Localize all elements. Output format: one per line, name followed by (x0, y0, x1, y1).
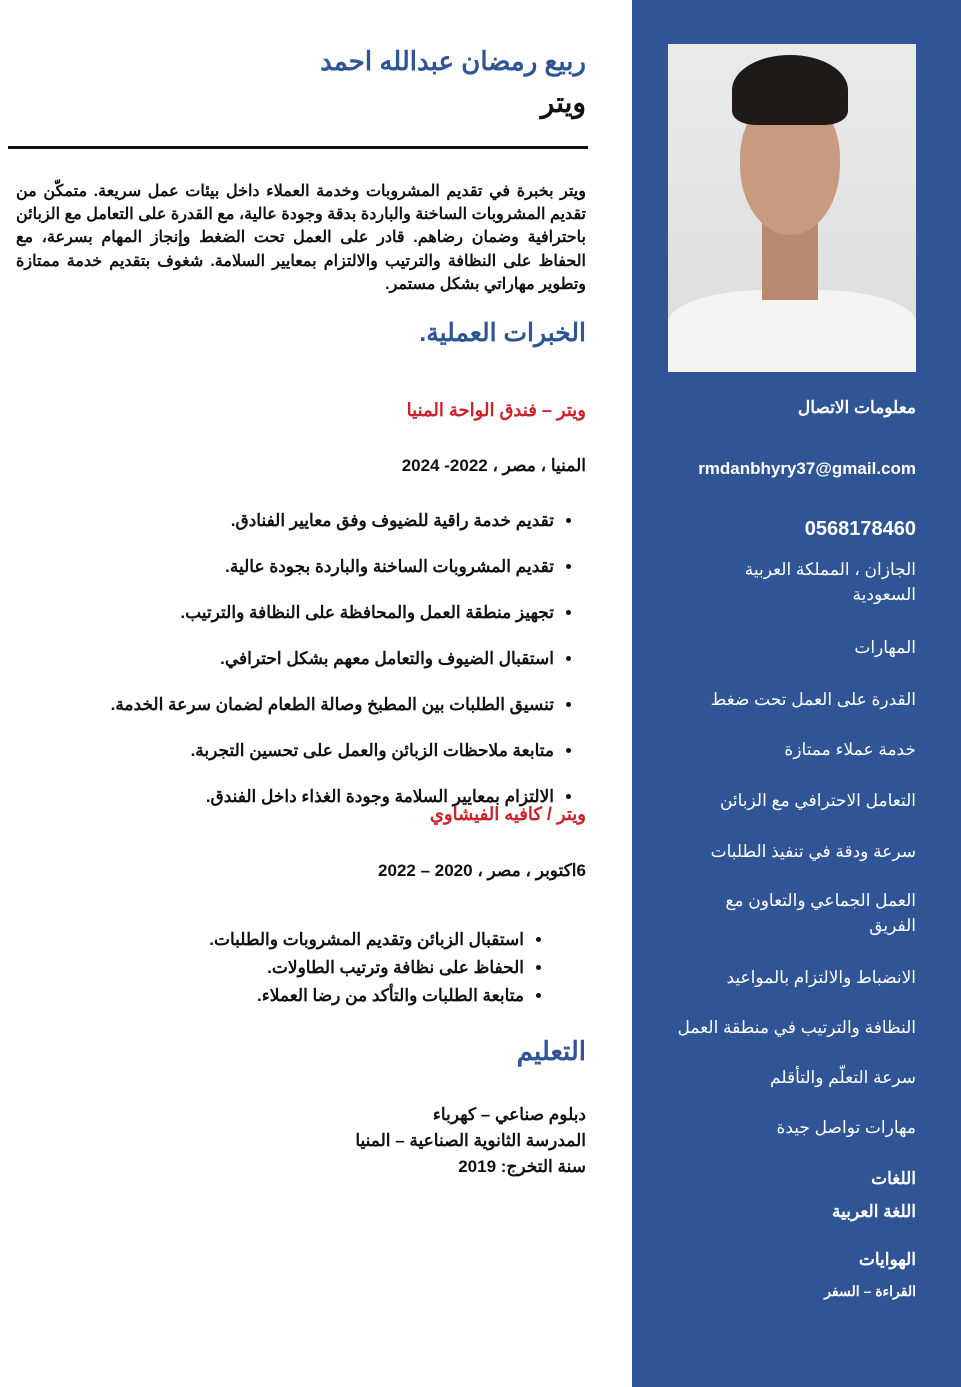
bullet: • استقبال الضيوف والتعامل معهم بشكل احترافي. (26, 636, 554, 682)
languages-heading: اللغات (871, 1169, 916, 1188)
email[interactable]: rmdanbhyry37@gmail.com (698, 459, 916, 478)
education-line: المدرسة الثانوية الصناعية – المنيا (355, 1131, 586, 1150)
location: الجازان ، المملكة العربية السعودية (744, 560, 916, 604)
skill-item: التعامل الاحترافي مع الزبائن (719, 791, 916, 810)
bullet: • تقديم المشروبات الساخنة والباردة بجودة عالية. (26, 544, 554, 590)
bullet: • تقديم خدمة راقية للضيوف وفق معايير الفنادق. (26, 498, 554, 544)
education-details (355, 1102, 586, 1180)
experience-heading: الخبرات العملية. (419, 319, 586, 347)
job-bullets-1 (26, 498, 586, 820)
hobbies: القراءة – السفر (824, 1283, 916, 1299)
bullet: • متابعة ملاحظات الزبائن والعمل على تحسين التجربة. (26, 728, 554, 774)
skills-heading: المهارات (854, 638, 916, 657)
education-line: دبلوم صناعي – كهرباء (432, 1105, 586, 1124)
divider (8, 146, 588, 149)
job-title: ويتر (540, 87, 586, 118)
education-line: سنة التخرج: 2019 (458, 1157, 586, 1176)
job-meta-1: المنيا ، مصر ، 2022- 2024 (401, 456, 586, 475)
skill-item: سرعة التعلّم والتأقلم (770, 1068, 916, 1087)
summary: ويتر بخبرة في تقديم المشروبات وخدمة العملاء داخل بيئات عمل سريعة. متمكّن من تقديم المشروبات الساخنة والباردة بدقة وجودة عالية، مع القدرة على التعامل مع الزبائن باحترافية وضمان رضاهم. قادر على العمل تحت الضغط وإنجاز المهام بسرعة، مع الحفاظ على النظافة والترتيب والالتزام بمعايير السلامة. شغوف بتقديم خدمة ممتازة وتطوير مهاراتي بشكل مستمر. (16, 183, 586, 293)
skill-item: النظافة والترتيب في منطقة العمل (677, 1018, 916, 1037)
bullet: • استقبال الزبائن وتقديم المشروبات والطلبات. (209, 926, 524, 954)
education-heading: التعليم (516, 1036, 586, 1066)
job-meta-2: 6اكتوبر ، مصر ، 2020 – 2022 (378, 861, 586, 880)
language-item: اللغة العربية (831, 1202, 916, 1221)
job-bullets-2 (209, 926, 556, 1010)
skill-item: خدمة عملاء ممتازة (784, 740, 916, 759)
photo-hair (732, 55, 848, 125)
job-title-1: ويتر – فندق الواحة المنيا (406, 400, 586, 420)
bullet: • الالتزام بمعايير السلامة وجودة الغذاء داخل الفندق. (26, 774, 554, 820)
full-name: ربيع رمضان عبدالله احمد (320, 46, 586, 76)
skill-item: الانضباط والالتزام بالمواعيد (726, 968, 916, 987)
bullet: • تجهيز منطقة العمل والمحافظة على النظافة والترتيب. (26, 590, 554, 636)
skill-item: القدرة على العمل تحت ضغط (710, 690, 916, 709)
job-title-2: ويتر / كافيه الفيشاوي (429, 804, 586, 824)
skill-item: مهارات تواصل جيدة (776, 1118, 916, 1137)
skill-item: العمل الجماعي والتعاون مع الفريق (725, 891, 916, 935)
contact-heading: معلومات الاتصال (797, 398, 916, 417)
bullet: • متابعة الطلبات والتأكد من رضا العملاء. (209, 982, 524, 1010)
bullet: • تنسيق الطلبات بين المطبخ وصالة الطعام لضمان سرعة الخدمة. (26, 682, 554, 728)
bullet: • الحفاظ على نظافة وترتيب الطاولات. (209, 954, 524, 982)
photo-shirt (668, 290, 916, 372)
phone[interactable]: 0568178460 (804, 518, 916, 540)
skill-item: سرعة ودقة في تنفيذ الطلبات (710, 842, 916, 861)
hobbies-heading: الهوايات (858, 1250, 916, 1269)
